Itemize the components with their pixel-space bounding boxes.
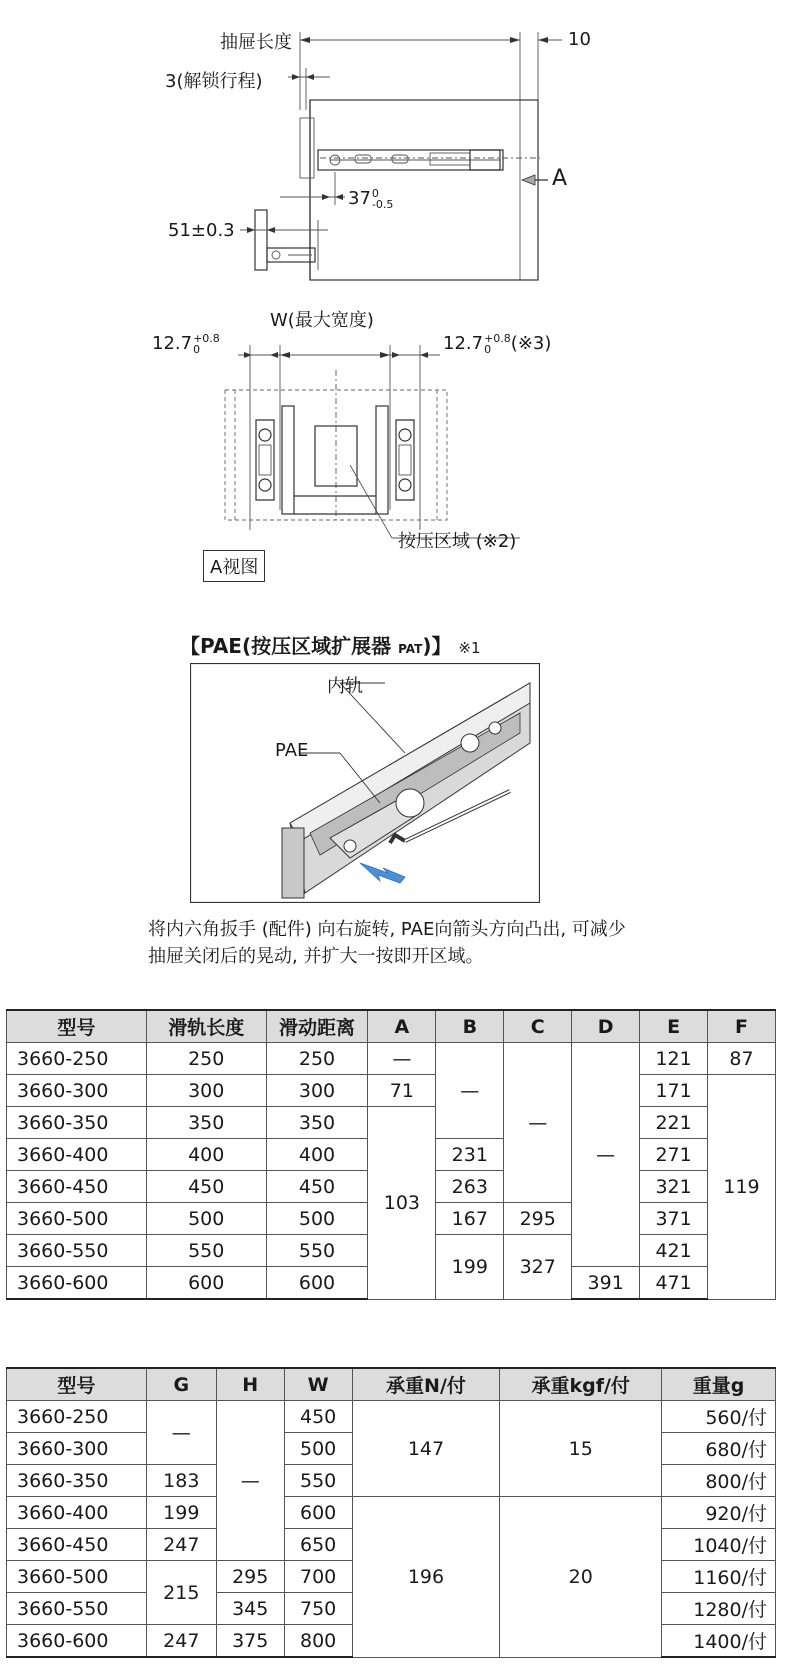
weight-cell: 1400/付 [662, 1625, 776, 1658]
table-row [7, 1497, 776, 1529]
d-cell: — [572, 1043, 640, 1267]
table1-header-slide-distance: 滑动距离 [266, 1010, 368, 1043]
table1-header-rail-length: 滑轨长度 [146, 1010, 266, 1043]
w-cell: 500 [284, 1433, 352, 1465]
model-cell: 3660-550 [7, 1593, 147, 1625]
h-cell: 345 [216, 1593, 284, 1625]
pae-title-small: PAT [398, 642, 423, 656]
a-cell: 103 [368, 1107, 436, 1300]
pae-label: PAE [275, 740, 309, 761]
model-cell: 3660-250 [7, 1401, 147, 1433]
w-cell: 700 [284, 1561, 352, 1593]
left-dim-main: 12.7 [152, 333, 193, 354]
model-cell: 3660-350 [7, 1465, 147, 1497]
model-cell: 3660-300 [7, 1075, 147, 1107]
right-dim-label [443, 333, 551, 355]
g-cell: 183 [146, 1465, 216, 1497]
load-n-cell: 196 [352, 1497, 500, 1658]
pae-section-title [180, 630, 481, 659]
unlock-stroke-label: 3(解锁行程) [165, 71, 263, 92]
h-cell: — [216, 1401, 284, 1561]
rail-length-cell: 550 [146, 1235, 266, 1267]
load-kgf-cell: 20 [500, 1497, 662, 1658]
weight-cell: 680/付 [662, 1433, 776, 1465]
model-cell: 3660-600 [7, 1625, 147, 1658]
view-a-marker: A [552, 166, 568, 191]
drawer-side-right [376, 406, 388, 514]
table-row [7, 1401, 776, 1433]
table1-header-model: 型号 [7, 1010, 147, 1043]
spec-table-2 [6, 1367, 776, 1658]
view-a-arrow [522, 175, 535, 185]
weight-cell: 1160/付 [662, 1561, 776, 1593]
g-cell: 247 [146, 1529, 216, 1561]
e-cell: 371 [640, 1203, 708, 1235]
arrow-head [300, 37, 310, 43]
slide-distance-cell: 250 [266, 1043, 368, 1075]
width-label: W(最大宽度) [270, 310, 374, 331]
e-cell: 471 [640, 1267, 708, 1300]
rail-length-cell: 450 [146, 1171, 266, 1203]
arrow-head [306, 74, 314, 80]
inner-rail-label: 内轨 [327, 676, 363, 697]
rail-length-cell: 300 [146, 1075, 266, 1107]
right-dim-main: 12.7 [443, 333, 484, 354]
b-cell: — [436, 1043, 504, 1139]
g-cell: 247 [146, 1625, 216, 1658]
h-cell: 375 [216, 1625, 284, 1658]
weight-cell: 920/付 [662, 1497, 776, 1529]
table2-header-g: G [146, 1368, 216, 1401]
a-cell: 71 [368, 1075, 436, 1107]
model-cell: 3660-500 [7, 1561, 147, 1593]
press-area-label: 按压区域 (※2) [398, 531, 517, 552]
f-cell: 87 [708, 1043, 776, 1075]
slide-distance-cell: 350 [266, 1107, 368, 1139]
model-cell: 3660-400 [7, 1497, 147, 1529]
a-cell: — [368, 1043, 436, 1075]
rail-length-cell: 350 [146, 1107, 266, 1139]
slide-distance-cell: 500 [266, 1203, 368, 1235]
left-dim-upper: +0.8 [193, 332, 220, 345]
weight-cell: 1040/付 [662, 1529, 776, 1561]
weight-cell: 800/付 [662, 1465, 776, 1497]
dim-37-lower: -0.5 [371, 198, 394, 211]
side-view-diagram [0, 0, 800, 290]
load-n-cell: 147 [352, 1401, 500, 1497]
dim-37-main: 37 [348, 188, 371, 209]
press-area-leader [350, 465, 392, 538]
left-dim-label [152, 333, 220, 355]
e-cell: 171 [640, 1075, 708, 1107]
model-cell: 3660-350 [7, 1107, 147, 1139]
arrow-head [538, 37, 548, 43]
table2-header-weight: 重量g [662, 1368, 776, 1401]
table2-header-row [7, 1368, 776, 1401]
model-cell: 3660-500 [7, 1203, 147, 1235]
weight-cell: 560/付 [662, 1401, 776, 1433]
rail-length-cell: 400 [146, 1139, 266, 1171]
model-cell: 3660-250 [7, 1043, 147, 1075]
pae-title-main: 【PAE(按压区域扩展器 [180, 634, 392, 658]
table1-header-b: B [436, 1010, 504, 1043]
slide-distance-cell: 400 [266, 1139, 368, 1171]
e-cell: 221 [640, 1107, 708, 1139]
w-cell: 600 [284, 1497, 352, 1529]
front-panel [300, 118, 314, 178]
load-kgf-cell: 15 [500, 1401, 662, 1497]
table1-header-f: F [708, 1010, 776, 1043]
view-a-label: A视图 [203, 550, 265, 582]
pae-title-end: )】 [422, 634, 452, 658]
rail-length-cell: 500 [146, 1203, 266, 1235]
h-cell: 295 [216, 1561, 284, 1593]
dim-37-label [348, 188, 393, 210]
table-row [7, 1107, 776, 1139]
table-row [7, 1043, 776, 1075]
arrow-head [292, 74, 300, 80]
w-cell: 650 [284, 1529, 352, 1561]
table2-header-w: W [284, 1368, 352, 1401]
c-cell: — [504, 1043, 572, 1203]
cabinet-outline [310, 100, 538, 280]
table2-header-h: H [216, 1368, 284, 1401]
pae-illustration [190, 663, 540, 903]
drawer-side-left [282, 406, 294, 514]
pae-description: 将内六角扳手 (配件) 向右旋转, PAE向箭头方向凸出, 可减少抽屉关闭后的晃动, 并扩大一按即开区域。 [148, 919, 626, 967]
w-cell: 450 [284, 1401, 352, 1433]
e-cell: 121 [640, 1043, 708, 1075]
g-cell: 215 [146, 1561, 216, 1625]
e-cell: 421 [640, 1235, 708, 1267]
table1-header-e: E [640, 1010, 708, 1043]
dim-51-label: 51±0.3 [168, 220, 235, 241]
weight-cell: 1280/付 [662, 1593, 776, 1625]
spec-table-1 [6, 1009, 776, 1300]
right-dim-lower: 0 [484, 343, 492, 356]
c-cell: 327 [504, 1235, 572, 1300]
b-cell: 263 [436, 1171, 504, 1203]
w-cell: 800 [284, 1625, 352, 1658]
drawer-length-label: 抽屉长度 [220, 32, 292, 53]
table1-header-d: D [572, 1010, 640, 1043]
rail-front-face [282, 828, 304, 898]
table1-header-c: C [504, 1010, 572, 1043]
dim-10-label: 10 [568, 29, 591, 50]
slide-distance-cell: 550 [266, 1235, 368, 1267]
slide-distance-cell: 600 [266, 1267, 368, 1300]
model-cell: 3660-550 [7, 1235, 147, 1267]
model-cell: 3660-450 [7, 1171, 147, 1203]
table-row [7, 1075, 776, 1107]
g-cell: 199 [146, 1497, 216, 1529]
table1-header-a: A [368, 1010, 436, 1043]
b-cell: 199 [436, 1235, 504, 1300]
arrow-head [510, 37, 520, 43]
e-cell: 271 [640, 1139, 708, 1171]
right-dim-note: (※3) [510, 333, 552, 354]
w-cell: 750 [284, 1593, 352, 1625]
table2-header-load-n: 承重N/付 [352, 1368, 500, 1401]
table1-header-row [7, 1010, 776, 1043]
e-cell: 321 [640, 1171, 708, 1203]
table2-header-model: 型号 [7, 1368, 147, 1401]
c-cell: 295 [504, 1203, 572, 1235]
pae-title-note: ※1 [458, 639, 481, 657]
model-cell: 3660-450 [7, 1529, 147, 1561]
dim-37-upper: 0 [371, 187, 379, 200]
d-cell: 391 [572, 1267, 640, 1300]
model-cell: 3660-600 [7, 1267, 147, 1300]
left-dim-lower: 0 [193, 343, 201, 356]
f-cell: 119 [708, 1075, 776, 1300]
table2-header-load-kgf: 承重kgf/付 [500, 1368, 662, 1401]
g-cell: — [146, 1401, 216, 1465]
lower-front-panel [255, 210, 267, 270]
right-dim-upper: +0.8 [484, 332, 511, 345]
rail-length-cell: 250 [146, 1043, 266, 1075]
model-cell: 3660-400 [7, 1139, 147, 1171]
rail-length-cell: 600 [146, 1267, 266, 1300]
slide-distance-cell: 450 [266, 1171, 368, 1203]
slide-distance-cell: 300 [266, 1075, 368, 1107]
model-cell: 3660-300 [7, 1433, 147, 1465]
w-cell: 550 [284, 1465, 352, 1497]
b-cell: 167 [436, 1203, 504, 1235]
b-cell: 231 [436, 1139, 504, 1171]
